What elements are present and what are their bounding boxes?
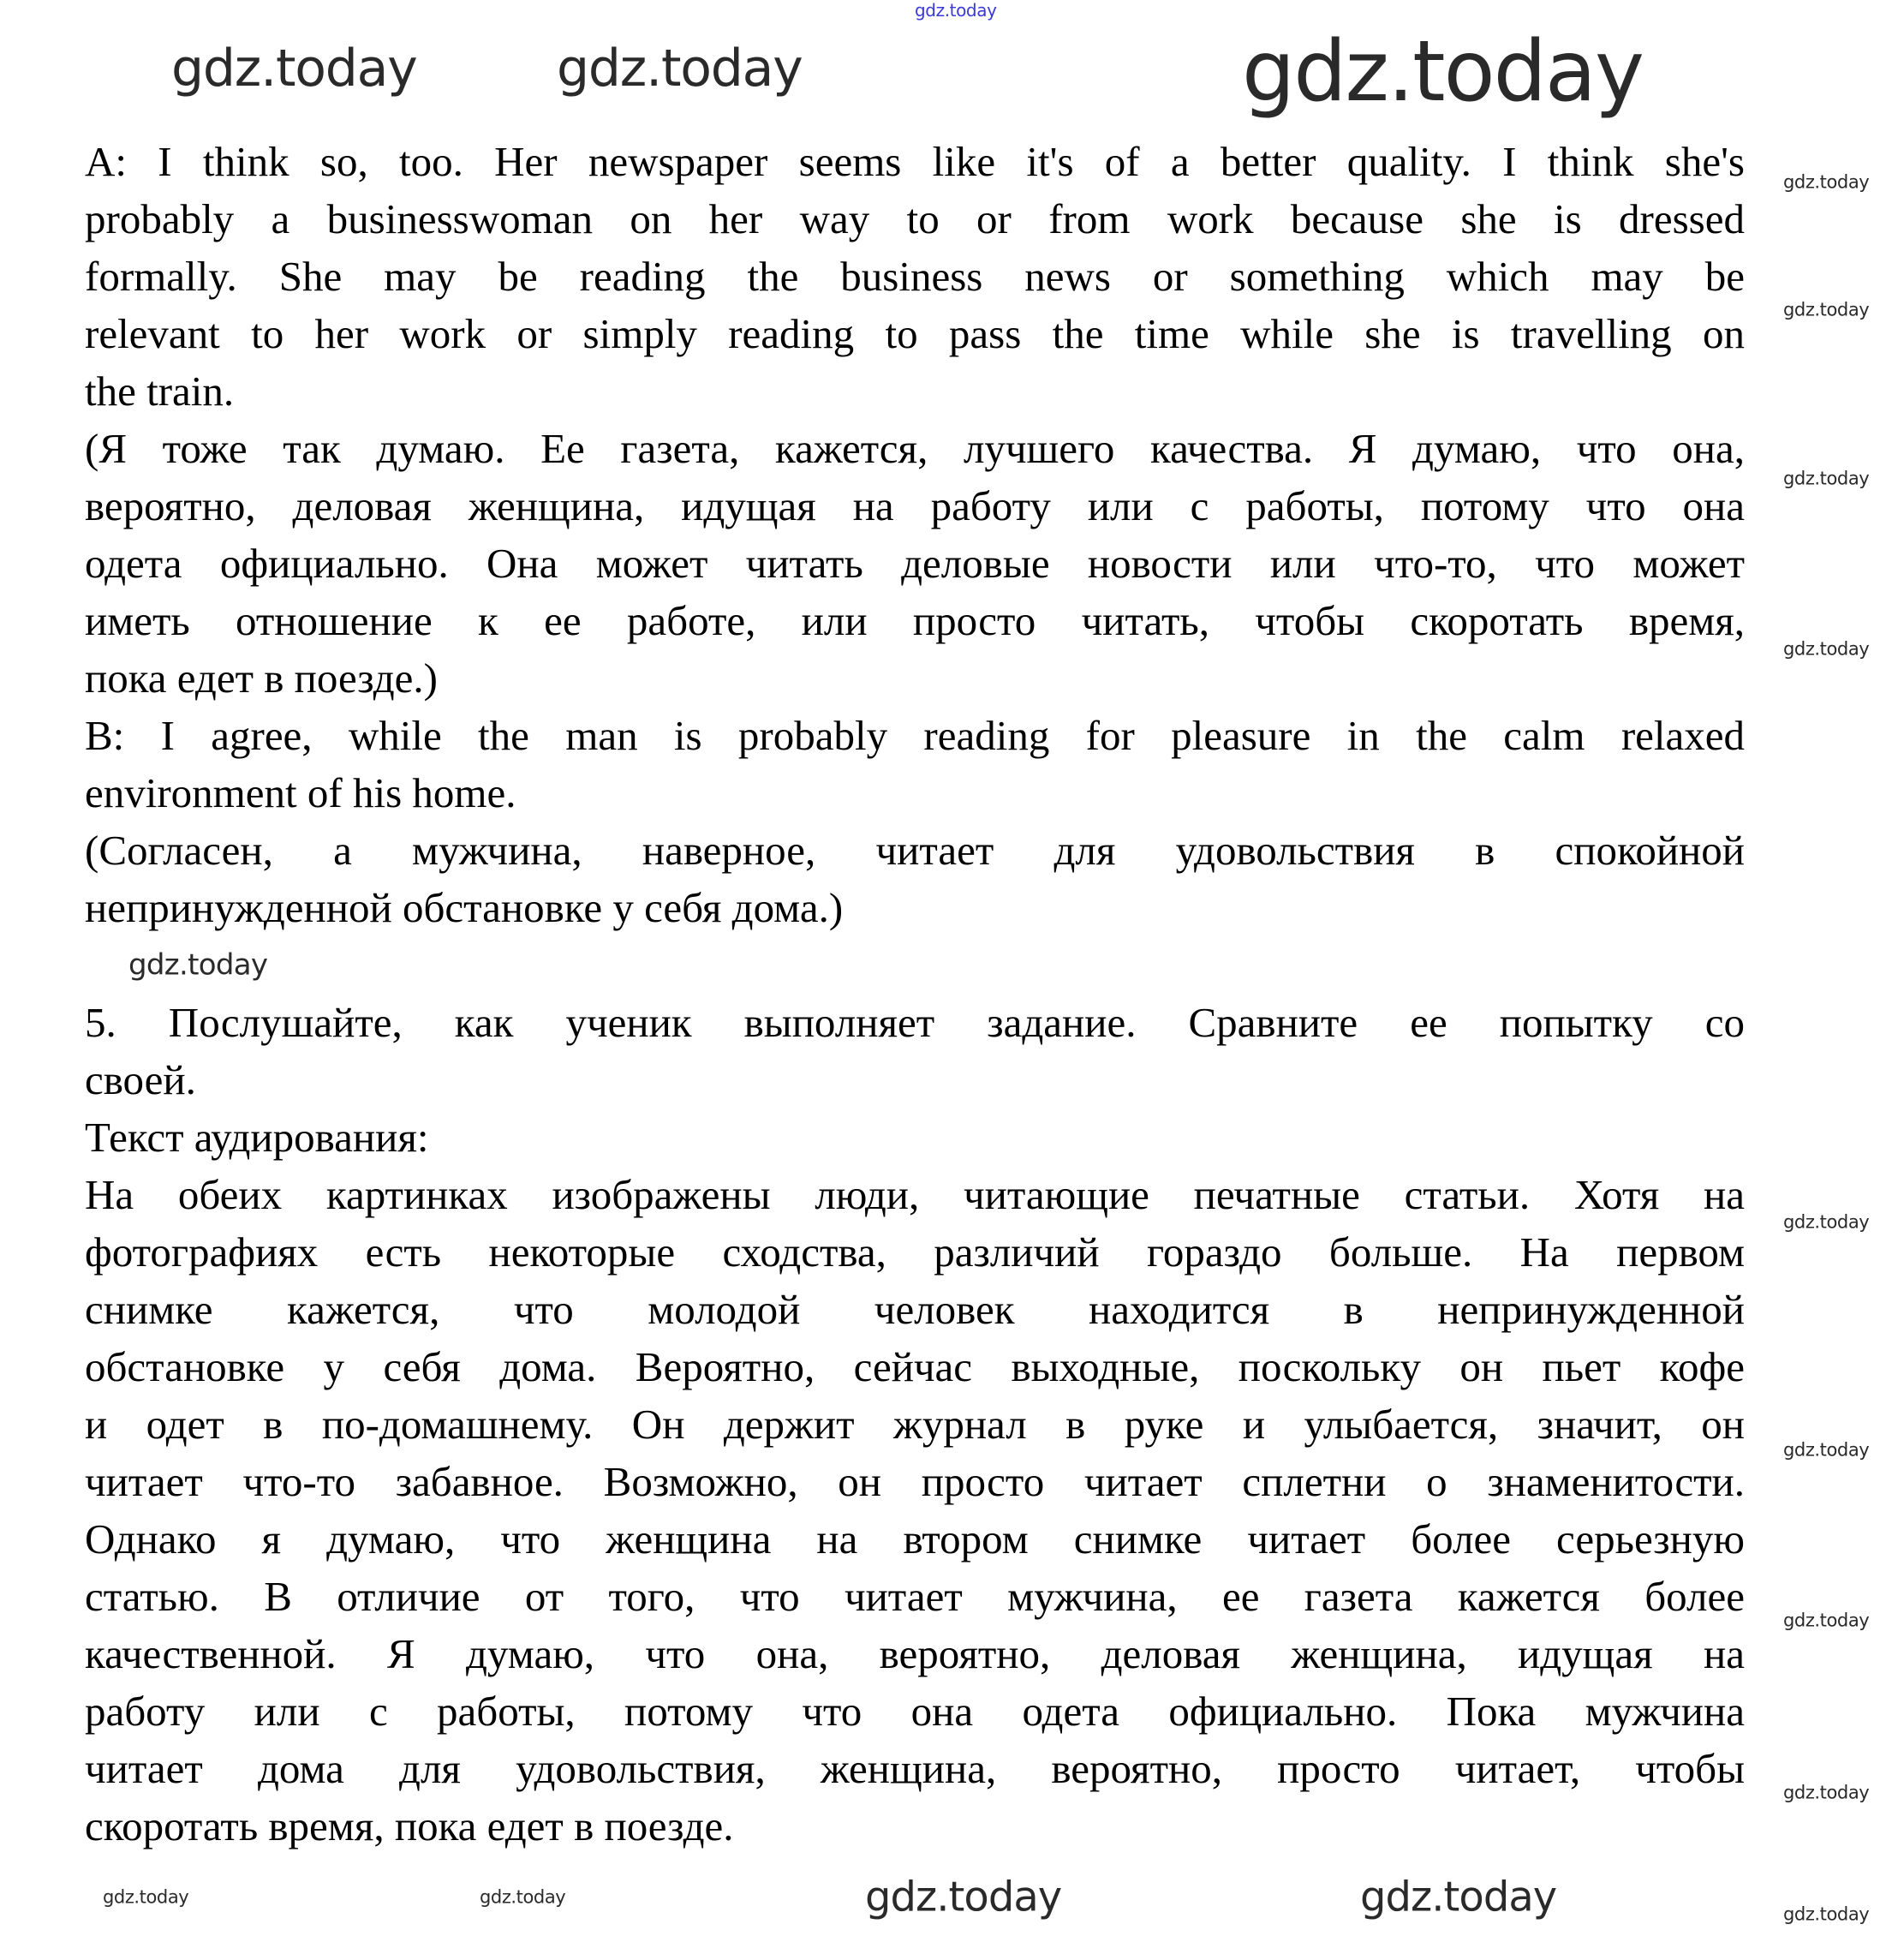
text-line: качественной. Я думаю, что она, вероятно, деловая женщина, идущая на xyxy=(85,1630,1745,1677)
text-line: relevant to her work or simply reading to pass the time while she is travelling on xyxy=(85,310,1745,357)
watermark: gdz.today xyxy=(865,1873,1062,1921)
watermark: gdz.today xyxy=(1242,23,1644,122)
text-line: the train. xyxy=(85,368,235,415)
document-body xyxy=(85,133,1745,1855)
text-line: formally. She may be reading the business news or something which may be xyxy=(85,253,1745,300)
watermark: gdz.today xyxy=(557,39,803,99)
watermark: gdz.today xyxy=(915,0,997,21)
text-line: статью. В отличие от того, что читает мужчина, ее газета кажется более xyxy=(85,1573,1745,1620)
blank-line xyxy=(85,936,1745,994)
watermark: gdz.today xyxy=(1783,1610,1870,1631)
text-line: пока едет в поезде.) xyxy=(85,654,439,702)
text-line: снимке кажется, что молодой человек находится в непринужденной xyxy=(85,1286,1745,1333)
text-line: (Я тоже так думаю. Ее газета, кажется, лучшего качества. Я думаю, что она, xyxy=(85,425,1745,472)
text-line: читает дома для удовольствия, женщина, вероятно, просто читает, чтобы xyxy=(85,1745,1745,1792)
dialogue-section xyxy=(85,133,1745,936)
watermark: gdz.today xyxy=(171,39,417,99)
watermark: gdz.today xyxy=(480,1886,566,1908)
exercise-5-section xyxy=(85,994,1745,1855)
watermark: gdz.today xyxy=(103,1886,189,1908)
watermark: gdz.today xyxy=(1783,1782,1870,1803)
text-line: скоротать время, пока едет в поезде. xyxy=(85,1802,734,1849)
text-line: одета официально. Она может читать деловые новости или что-то, что может xyxy=(85,540,1745,587)
text-line: обстановке у себя дома. Вероятно, сейчас выходные, поскольку он пьет кофе xyxy=(85,1343,1745,1390)
watermark: gdz.today xyxy=(1783,1211,1870,1233)
text-line: На обеих картинках изображены люди, читающие печатные статьи. Хотя на xyxy=(85,1171,1745,1218)
text-line: непринужденной обстановке у себя дома.) xyxy=(85,884,844,931)
text-line: фотографиях есть некоторые сходства, различий гораздо больше. На первом xyxy=(85,1228,1745,1276)
watermark: gdz.today xyxy=(1360,1873,1557,1921)
watermark: gdz.today xyxy=(1783,1439,1870,1461)
text-line: вероятно, деловая женщина, идущая на работу или с работы, потому что она xyxy=(85,482,1745,529)
text-line: иметь отношение к ее работе, или просто читать, чтобы скоротать время, xyxy=(85,597,1745,644)
watermark: gdz.today xyxy=(1783,638,1870,660)
text-line: своей. xyxy=(85,1056,196,1103)
text-line: Текст аудирования: xyxy=(85,1114,429,1161)
text-line: и одет в по-домашнему. Он держит журнал в руке и улыбается, значит, он xyxy=(85,1401,1745,1448)
text-line: A: I think so, too. Her newspaper seems like it's of a better quality. I think she's xyxy=(85,138,1745,185)
text-line: Однако я думаю, что женщина на втором снимке читает более серьезную xyxy=(85,1515,1745,1563)
text-line: probably a businesswoman on her way to or from work because she is dressed xyxy=(85,195,1745,242)
text-line: работу или с работы, потому что она одета официально. Пока мужчина xyxy=(85,1688,1745,1735)
text-line: читает что-то забавное. Возможно, он просто читает сплетни о знаменитости. xyxy=(85,1458,1745,1505)
text-line: 5. Послушайте, как ученик выполняет задание. Сравните ее попытку со xyxy=(85,999,1745,1046)
watermark: gdz.today xyxy=(1783,171,1870,193)
text-line: environment of his home. xyxy=(85,769,516,816)
watermark: gdz.today xyxy=(128,947,268,983)
watermark: gdz.today xyxy=(1783,299,1870,320)
watermark: gdz.today xyxy=(1783,468,1870,489)
text-line: B: I agree, while the man is probably reading for pleasure in the calm relaxed xyxy=(85,712,1745,759)
watermark: gdz.today xyxy=(1783,1903,1870,1925)
text-line: (Согласен, а мужчина, наверное, читает для удовольствия в спокойной xyxy=(85,827,1745,874)
